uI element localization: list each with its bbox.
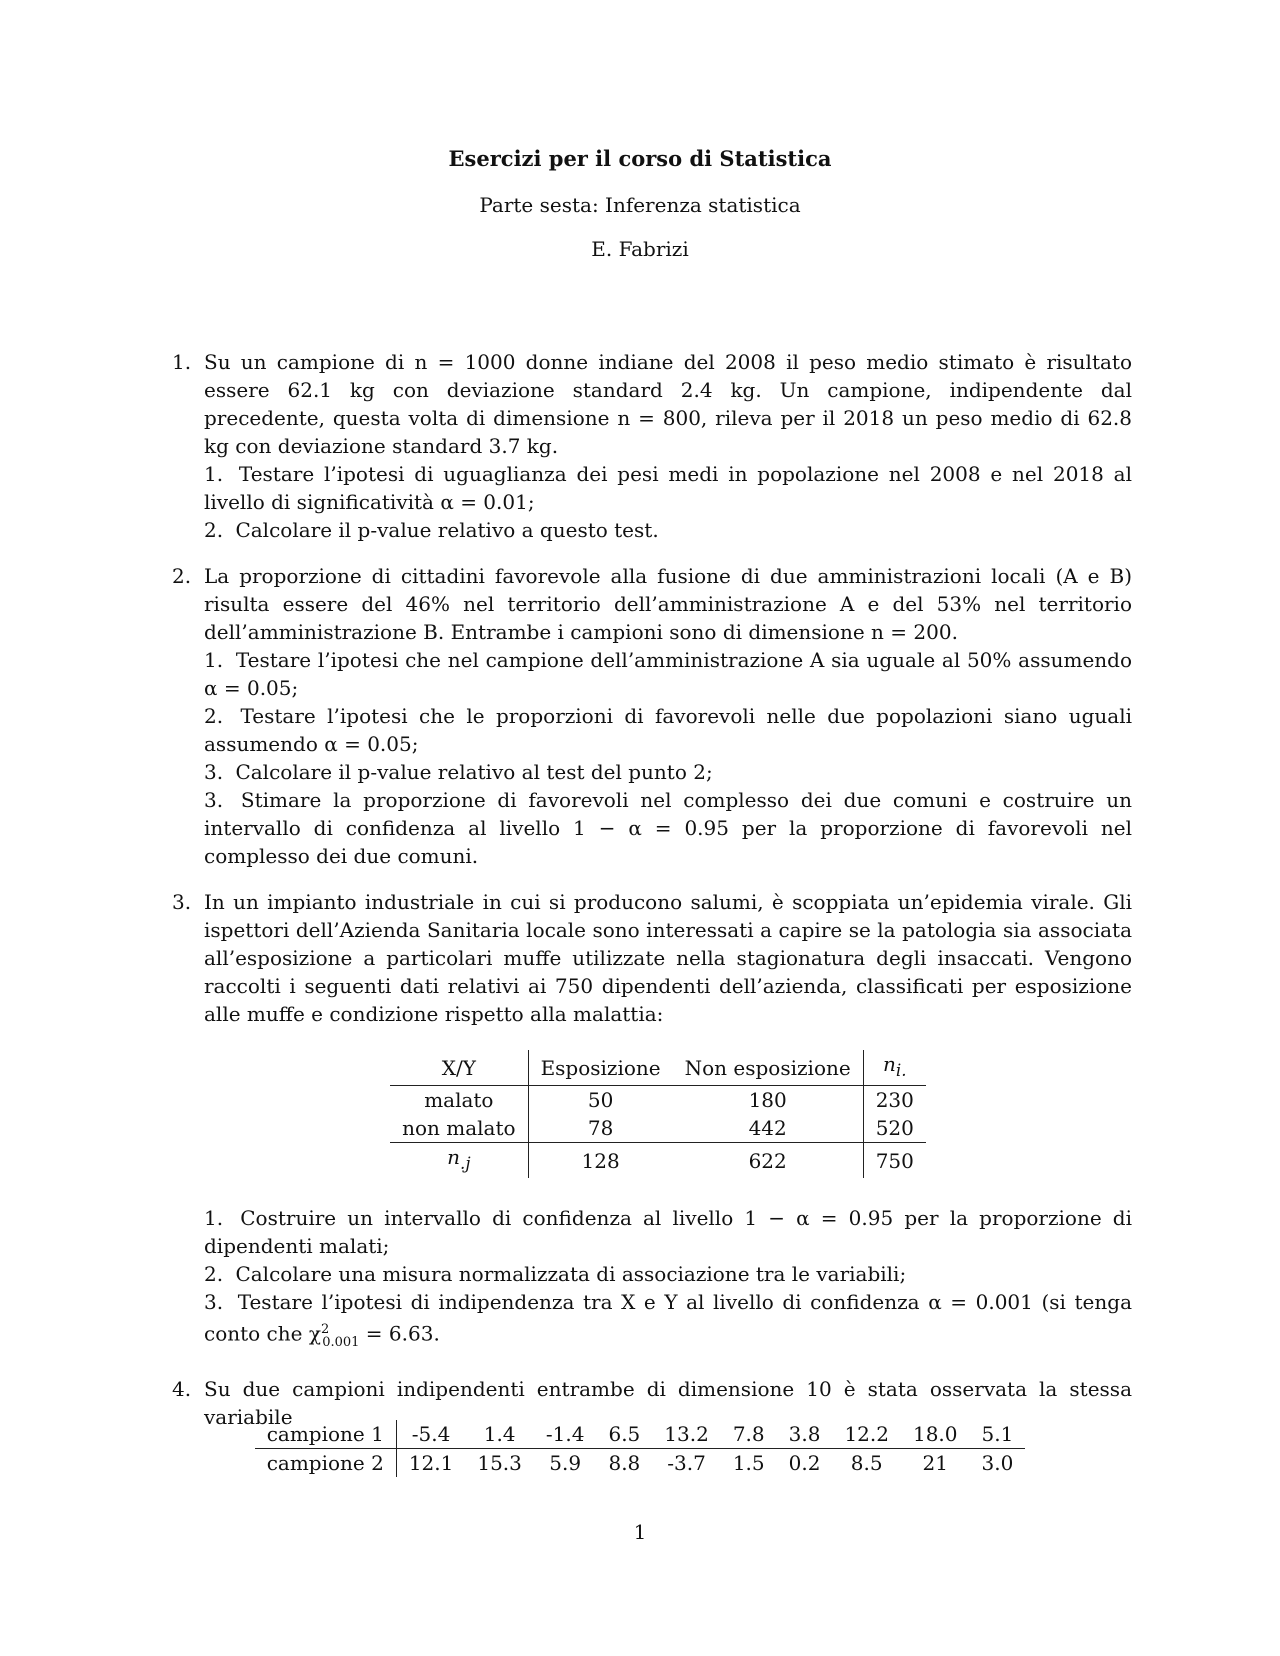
table-row — [255, 1420, 1026, 1449]
exercise-text: Su un campione di n = 1000 donne indiane del 2008 il peso medio stimato è risultato essere 62.1 kg con deviazione standard 2.4 kg. Un campione, indipendente dal precedente, questa volta di dimensione n = 800, rileva per il 2018 un peso medio di 62.8 kg con deviazione standard 3.7 kg. — [204, 350, 1132, 458]
table-cell: 128 — [528, 1143, 673, 1179]
table-cell: 622 — [673, 1143, 864, 1179]
table-cell-total: 520 — [863, 1114, 926, 1143]
title-block — [0, 146, 1280, 261]
table-cell: 13.2 — [652, 1420, 721, 1449]
sub-question-text: Costruire un intervallo di confidenza al livello 1 − α = 0.95 per la proporzione di dipendenti malati; — [204, 1206, 1133, 1258]
chi-square-superscript: 2 — [320, 1322, 330, 1337]
sub-question-number: 1. — [204, 462, 224, 486]
row-label: campione 2 — [255, 1449, 397, 1478]
column-header: Esposizione — [528, 1050, 673, 1086]
table-header-row — [390, 1050, 926, 1086]
row-label-total: $n_{.j}$ — [390, 1143, 528, 1179]
sub-question-number: 1. — [204, 1206, 224, 1230]
table-cell: 8.5 — [850, 1451, 883, 1475]
contingency-table-wrapper — [204, 1050, 1132, 1178]
table-cell: 12.1 — [408, 1451, 454, 1475]
row-label: malato — [390, 1086, 528, 1115]
sub-question-text: Testare l’ipotesi che nel campione dell’amministrazione A sia uguale al 50% assumendo α = 0.05; — [204, 648, 1133, 700]
table-cell: 3.0 — [981, 1451, 1014, 1475]
document-author: E. Fabrizi — [591, 237, 689, 261]
column-header-total: $n_{i.}$ — [863, 1050, 926, 1086]
sub-question — [204, 516, 1132, 544]
table-cell: 12.2 — [832, 1420, 901, 1449]
table-cell: 3.8 — [777, 1420, 833, 1449]
sub-question-number: 2. — [204, 704, 224, 728]
samples-table — [255, 1420, 1026, 1477]
exercise-number: 1. — [172, 350, 192, 374]
column-header: Non esposizione — [673, 1050, 864, 1086]
document-title: Esercizi per il corso di Statistica — [448, 146, 832, 171]
column-header: X/Y — [390, 1050, 528, 1086]
sub-question-text: Testare l’ipotesi che le proporzioni di favorevoli nelle due popolazioni siano uguali assumendo α = 0.05; — [204, 704, 1132, 756]
table-cell: 1.5 — [732, 1451, 765, 1475]
table-cell: 0.2 — [788, 1451, 821, 1475]
table-cell: -1.4 — [534, 1420, 597, 1449]
sub-question-number: 3. — [204, 788, 224, 812]
table-cell: 442 — [748, 1116, 787, 1140]
table-cell: 78 — [587, 1116, 614, 1140]
table-cell: 5.1 — [970, 1420, 1026, 1449]
table-cell: 5.9 — [549, 1451, 582, 1475]
page-number: 1 — [633, 1520, 647, 1544]
table-row — [255, 1449, 1026, 1478]
table-row — [390, 1114, 926, 1143]
exercise-3 — [172, 888, 1132, 1357]
table-cell-total: 750 — [863, 1143, 926, 1179]
sub-question-text: Testare l’ipotesi di indipendenza tra X e Y al livello di confidenza α = 0.001 (si tenga conto che χ — [204, 1290, 1133, 1346]
chi-square-subscript: 0.001 — [322, 1334, 360, 1350]
table-cell: 21 — [922, 1451, 948, 1475]
table-cell: 50 — [587, 1088, 614, 1112]
exercise-number: 4. — [172, 1376, 192, 1401]
sub-question-number: 3. — [204, 1290, 224, 1314]
table-cell: 1.4 — [465, 1420, 534, 1449]
exercise-text: In un impianto industriale in cui si producono salumi, è scoppiata un’epidemia virale. Gli ispettori dell’Azienda Sanitaria locale sono interessati a capire se la patologia sia associata all’esposizione a particolari muffe utilizzate nella stagionatura degli insaccati. Vengono raccolti i seguenti dati relativi ai 750 dipendenti dell’azienda, classificati per esposizione alle muffe e condizione rispetto alla malattia: — [204, 890, 1132, 1026]
sub-question — [204, 1260, 1132, 1288]
table-cell: 8.8 — [608, 1451, 641, 1475]
table-cell: 15.3 — [477, 1451, 522, 1475]
table-cell: -3.7 — [667, 1451, 706, 1475]
document-subtitle: Parte sesta: Inferenza statistica — [479, 193, 801, 217]
sub-question-number: 1. — [204, 648, 224, 672]
sub-question — [204, 1204, 1132, 1260]
row-label: campione 1 — [255, 1420, 397, 1449]
sub-question — [204, 702, 1132, 758]
exercise-text: La proporzione di cittadini favorevole alla fusione di due amministrazioni locali (A e B) risulta essere del 46% nel territorio dell’amministrazione A e del 53% nel territorio dell’amministrazione B. Entrambe i campioni sono di dimensione n = 200. — [204, 564, 1132, 644]
table-cell: 6.5 — [596, 1420, 652, 1449]
sub-question-text: Calcolare una misura normalizzata di associazione tra le variabili; — [235, 1262, 907, 1286]
sub-question — [204, 1288, 1132, 1357]
exercise-2 — [172, 562, 1132, 870]
exercise-list — [172, 348, 1132, 1449]
row-label: non malato — [390, 1114, 528, 1143]
table-cell: -5.4 — [396, 1420, 465, 1449]
table-total-row — [390, 1143, 926, 1179]
sub-question-text: Testare l’ipotesi di uguaglianza dei pesi medi in popolazione nel 2008 e nel 2018 al livello di significatività α = 0.01; — [204, 462, 1132, 514]
table-cell: 180 — [748, 1088, 787, 1112]
table-cell: 7.8 — [721, 1420, 777, 1449]
exercise-number: 3. — [172, 890, 192, 914]
contingency-table — [390, 1050, 926, 1178]
table-cell: 18.0 — [901, 1420, 970, 1449]
sub-question — [204, 460, 1132, 516]
sub-question — [204, 646, 1132, 702]
table-row — [390, 1086, 926, 1115]
exercise-1 — [172, 348, 1132, 544]
sub-question-text: Stimare la proporzione di favorevoli nel complesso dei due comuni e costruire un intervallo di confidenza al livello 1 − α = 0.95 per la proporzione di favorevoli nel complesso dei due comuni. — [204, 788, 1132, 868]
sub-question-number: 3. — [204, 760, 224, 784]
samples-table-wrapper — [0, 1420, 1280, 1477]
exercise-number: 2. — [172, 564, 192, 588]
sub-question-text-end: = 6.63. — [359, 1321, 440, 1346]
exercise-text: Su due campioni indipendenti entrambe di dimensione 10 è stata osservata la stessa variabile — [204, 1376, 1132, 1429]
sub-question-number: 2. — [204, 518, 224, 542]
sub-question-number: 2. — [204, 1262, 224, 1286]
sub-question-text: Calcolare il p-value relativo a questo test. — [235, 518, 659, 542]
sub-question — [204, 758, 1132, 786]
table-cell-total: 230 — [863, 1086, 926, 1115]
sub-question-text: Calcolare il p-value relativo al test del punto 2; — [235, 760, 713, 784]
sub-question — [204, 786, 1132, 870]
